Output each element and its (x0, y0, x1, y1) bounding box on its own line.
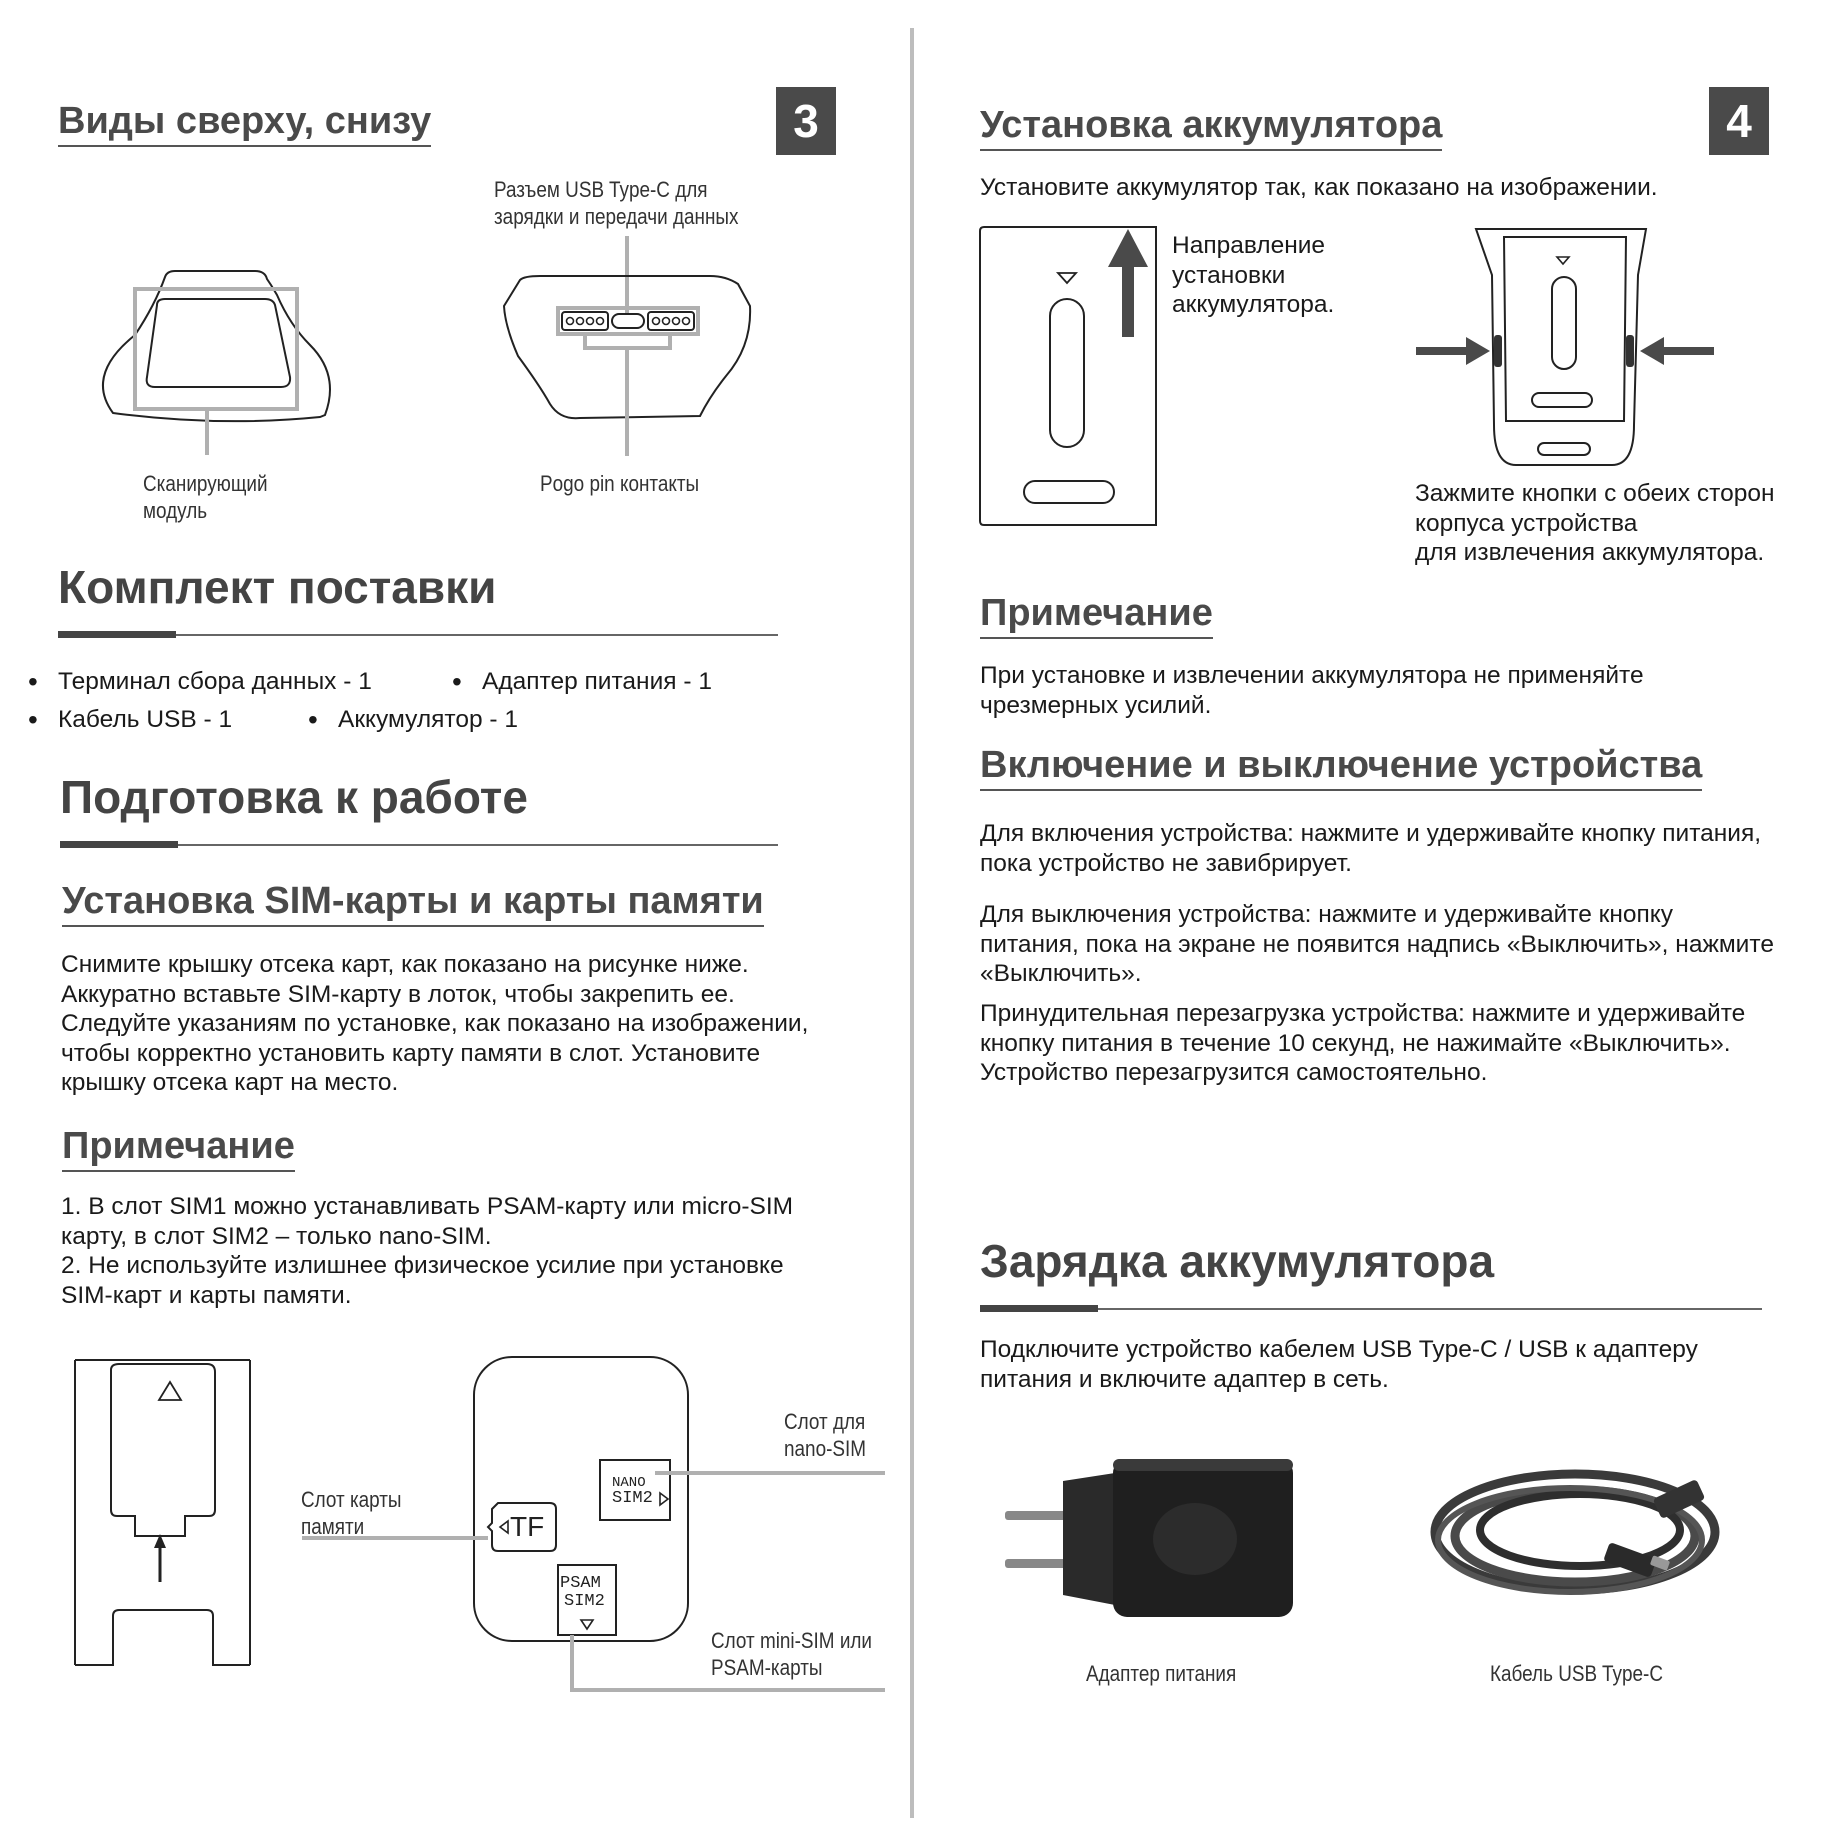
page-number-badge: 4 (1709, 87, 1769, 155)
kit-title: Комплект поставки (58, 561, 497, 613)
left-note-text: 1. В слот SIM1 можно устанавливать PSAM-карту или micro-SIM карту, в слот SIM2 – только nano-SIM. 2. Не используйте излишнее физическое усилие при установке SIM-карт и карты памяти. (61, 1193, 794, 1309)
right-note-text: При установке и извлечении аккумулятора не применяйте чрезмерных усилий. (980, 662, 1644, 719)
sim-text: Снимите крышку отсека карт, как показано на рисунке ниже. Аккуратно вставьте SIM-карту в лоток, чтобы закрепить ее. Следуйте указаниям по установке, как показано на изображении, чтобы корректно установить карту памяти в слот. Установите крышку отсека карт на место. (61, 951, 809, 1096)
prep-rule-accent (60, 841, 178, 848)
views-title: Виды сверху, снизу (58, 100, 431, 147)
usb-caption: Разъем USB Type-C для зарядки и передачи данных (494, 177, 739, 229)
psam-slot-label: PSAM SIM2 (560, 1574, 605, 1611)
page-number-badge: 3 (776, 87, 836, 155)
charge-rule-accent (980, 1305, 1098, 1312)
power-on-text: Для включения устройства: нажмите и удерживайте кнопку питания, пока устройство не завибрирует. (980, 820, 1762, 877)
sim-title: Установка SIM-карты и карты памяти (62, 880, 764, 927)
direction-caption: Направление установки аккумулятора. (1172, 232, 1335, 318)
pogo-caption: Pogo pin контакты (540, 471, 700, 496)
page-divider (910, 28, 914, 1818)
adapter-caption: Адаптер питания (1086, 1661, 1237, 1686)
kit-item: • Адаптер питания - 1 (482, 668, 712, 696)
power-adapter-image (1005, 1455, 1305, 1620)
battery-title: Установка аккумулятора (980, 104, 1442, 151)
tf-slot-caption: Слот карты памяти (301, 1487, 402, 1539)
device-top-view-illustration (95, 265, 345, 465)
battery-removal-illustration (1412, 225, 1717, 470)
squeeze-caption: Зажмите кнопки с обеих сторон корпуса устройства для извлечения аккумулятора. (1415, 480, 1775, 566)
scanner-caption: Сканирующий модуль (143, 471, 268, 523)
mini-sim-caption: Слот mini-SIM или PSAM-карты (711, 1628, 873, 1680)
power-off-text: Для выключения устройства: нажмите и удерживайте кнопку питания, пока на экране не появится надпись «Выключить», нажмите «Выключить». (980, 901, 1774, 987)
battery-intro: Установите аккумулятор так, как показано на изображении. (980, 174, 1658, 201)
reboot-text: Принудительная перезагрузка устройства: нажмите и удерживайте кнопку питания в течение 10 секунд, не нажимайте «Выключить». Устройство перезагрузится самостоятельно. (980, 1000, 1746, 1086)
usb-cable-image (1425, 1460, 1735, 1610)
tf-label: TF (510, 1511, 545, 1542)
kit-item: • Аккумулятор - 1 (338, 706, 518, 734)
kit-rule-accent (58, 631, 176, 638)
power-title: Включение и выключение устройства (980, 744, 1702, 791)
nano-slot-caption: Слот для nano-SIM (784, 1409, 867, 1461)
nano-slot-label: NANO SIM2 (612, 1475, 653, 1508)
charge-title: Зарядка аккумулятора (980, 1235, 1495, 1287)
kit-item: • Терминал сбора данных - 1 (58, 668, 372, 696)
prep-title: Подготовка к работе (60, 771, 528, 823)
left-note-title: Примечание (62, 1125, 295, 1172)
kit-item: • Кабель USB - 1 (58, 706, 232, 734)
right-note-title: Примечание (980, 592, 1213, 639)
battery-illustration (980, 225, 1165, 530)
card-cover-illustration (75, 1360, 255, 1670)
charge-text: Подключите устройство кабелем USB Type-C / USB к адаптеру питания и включите адаптер в сеть. (980, 1336, 1698, 1393)
device-bottom-view-illustration (500, 236, 760, 456)
cable-caption: Кабель USB Type-C (1490, 1661, 1664, 1686)
